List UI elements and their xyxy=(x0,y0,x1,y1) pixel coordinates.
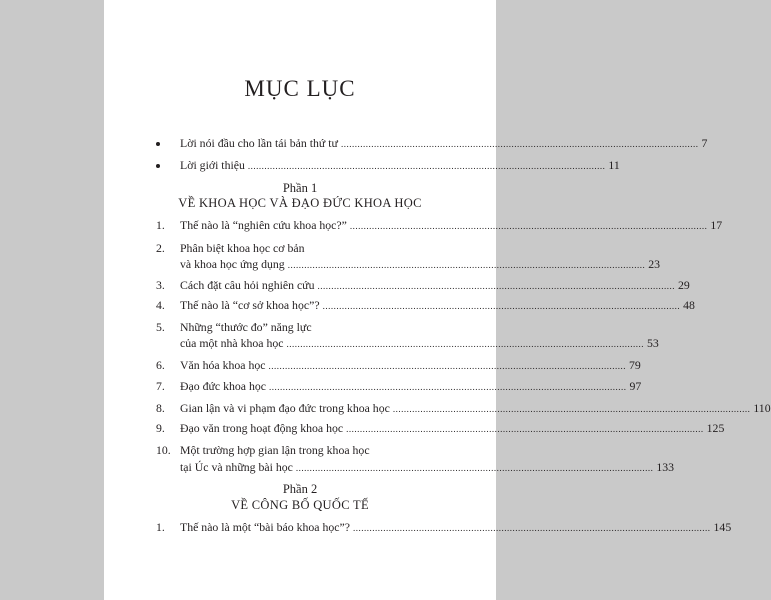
toc-entry-text: Đạo văn trong hoạt động khoa học xyxy=(180,421,344,435)
toc-entry-text: Lời giới thiệu xyxy=(180,158,245,172)
toc-entry-line: Phân biệt khoa học cơ bản xyxy=(180,241,305,255)
part-heading: VỀ KHOA HỌC VÀ ĐẠO ĐỨC KHOA HỌC xyxy=(178,196,422,210)
part-label: Phần 1 xyxy=(282,181,318,195)
toc-leader: .................................................................................................................................. xyxy=(349,221,708,231)
toc-entry xyxy=(180,379,642,393)
toc-entry-line: Những “thước đo” năng lực xyxy=(180,320,312,334)
toc-leader: .................................................................................................................................. xyxy=(317,281,675,291)
toc-number: 5. xyxy=(156,320,165,334)
toc-entry xyxy=(180,136,708,150)
toc-number: 9. xyxy=(156,421,165,435)
toc-entry-text: Thế nào là một “bài báo khoa học”? xyxy=(180,520,351,534)
toc-entry-text: Thế nào là “nghiên cứu khoa học?” xyxy=(180,218,347,232)
toc-entry-text: Cách đặt câu hỏi nghiên cứu xyxy=(180,278,315,292)
toc-entry-text: Gian lận và vi phạm đạo đức trong khoa học xyxy=(180,401,390,415)
toc-page-number: 11 xyxy=(608,158,620,172)
toc-number: 1. xyxy=(156,520,165,534)
toc-entry xyxy=(180,158,620,172)
toc-number: 10. xyxy=(156,443,171,457)
toc-entry-text: Thế nào là “cơ sở khoa học”? xyxy=(180,298,320,312)
book-page xyxy=(104,0,771,600)
toc-page-number: 7 xyxy=(701,136,708,150)
toc-page-number: 23 xyxy=(648,257,660,271)
toc-leader: .................................................................................................................................. xyxy=(340,139,699,149)
toc-page-number: 29 xyxy=(677,278,690,292)
toc-entry xyxy=(180,358,641,372)
toc-leader: .................................................................................................................................. xyxy=(286,339,645,349)
page-title: MỤC LỤC xyxy=(244,76,356,101)
toc-page-number: 133 xyxy=(656,460,675,474)
bullet-icon xyxy=(156,142,160,146)
toc-number: 3. xyxy=(156,278,165,292)
toc-page-number: 145 xyxy=(713,520,732,534)
toc-entry-text: và khoa học ứng dụng xyxy=(180,257,285,271)
toc-number: 1. xyxy=(156,218,165,232)
toc-page-number: 125 xyxy=(706,421,725,435)
toc-page-number: 97 xyxy=(629,379,642,393)
toc-entry-text: Lời nói đầu cho lần tái bản thứ tư xyxy=(180,136,338,150)
toc-page-number: 110 xyxy=(753,401,771,415)
toc-leader: .................................................................................................................................. xyxy=(269,382,627,392)
toc-number: 2. xyxy=(156,241,165,255)
toc-entry-text: Văn hóa khoa học xyxy=(180,358,266,372)
part-heading: VỀ CÔNG BỐ QUỐC TẾ xyxy=(231,498,369,512)
toc-entry-text: của một nhà khoa học xyxy=(180,336,284,350)
toc-page-number: 79 xyxy=(629,358,641,372)
toc-number: 4. xyxy=(156,298,165,312)
toc-entry-line: Một trường hợp gian lận trong khoa học xyxy=(180,443,370,457)
toc-entry-text: Đạo đức khoa học xyxy=(180,379,266,393)
toc-entry xyxy=(180,257,660,271)
toc-page-number: 53 xyxy=(647,336,659,350)
toc-page-number: 48 xyxy=(683,298,695,312)
toc-entry xyxy=(180,298,695,312)
toc-leader: .................................................................................................................................. xyxy=(247,161,606,171)
toc-number: 7. xyxy=(156,379,165,393)
toc-page-number: 17 xyxy=(710,218,723,232)
toc-leader: .................................................................................................................................. xyxy=(295,463,654,473)
toc-entry xyxy=(180,460,675,474)
toc-leader: .................................................................................................................................. xyxy=(287,260,646,270)
toc-number: 8. xyxy=(156,401,165,415)
toc-entry xyxy=(180,336,659,350)
toc-entry xyxy=(180,278,690,292)
toc-entry-text: tại Úc và những bài học xyxy=(180,460,293,474)
toc-leader: .................................................................................................................................. xyxy=(322,301,681,311)
toc-entry xyxy=(180,421,725,435)
toc-number: 6. xyxy=(156,358,165,372)
toc-entry xyxy=(180,401,771,415)
part-label: Phần 2 xyxy=(282,482,318,496)
toc-leader: .................................................................................................................................. xyxy=(353,523,711,533)
toc-entry xyxy=(180,218,723,232)
toc-leader: .................................................................................................................................. xyxy=(268,361,626,371)
toc-leader: .................................................................................................................................. xyxy=(392,404,751,414)
toc-leader: .................................................................................................................................. xyxy=(346,424,704,434)
bullet-icon xyxy=(156,164,160,168)
toc-entry xyxy=(180,520,732,534)
